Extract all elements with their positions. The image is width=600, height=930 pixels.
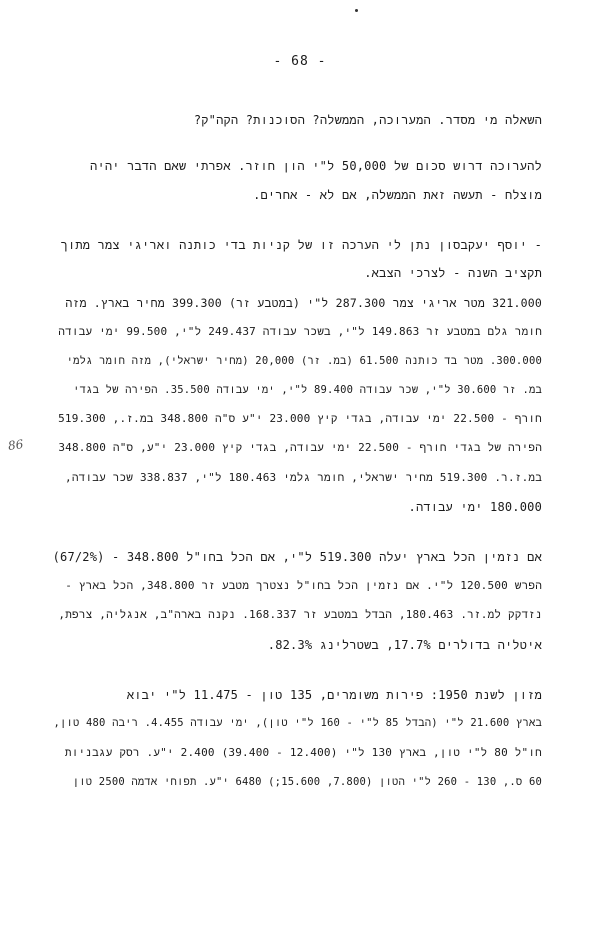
text-line: בארץ 21.600 ל"י (הבדל 85 ל"י - 160 ל"י טון), ימי עבודה 4.455. ריבה 480 טון, <box>53 717 542 729</box>
text-line: נזדקק למ.זר. 180.463, הבדל במטבע זר 168.337. נקנה בארה"ב, אנגליה, צרפת, <box>58 608 542 621</box>
text-line: 180.000 ימי עבודה. <box>408 500 542 514</box>
text-line: במ.ז.ר. 519.300 מחיר ישראלי, חומר גלמי 180.463 ל"י, 338.837 שכר עבודה, <box>65 471 542 484</box>
text-line: אם נזמין הכל בארץ יעלה 519.300 ל"י, אם הכל בחו"ל 348.800 - (67/2%) <box>52 550 542 564</box>
text-line: השאלה מי מסדר. המערוכה, הממשלה? הסוכנות? הקה"ק? <box>193 113 542 127</box>
text-line: - יוסף יעקבסון נתן לי הערכה זו של קניות בדי כותנה ואריגי צמר מתוך <box>60 238 542 252</box>
page-number: - 68 - <box>273 54 327 69</box>
text-line: 300.000. מטר בד כותנה 61.500 (במ. זר) 20,000 (מחיר ישראלי), מזה חומר גלמי <box>66 355 542 367</box>
text-line: במ. זר 30.600 ל"י, שכר עבודה 89.400 ל"י, ימי עבודה 35.500. הפירה של בגדי <box>73 384 542 396</box>
text-line: הפירה של בגדי חורף - 22.500 ימי עבודה, בגדי קיץ 23.000 י"ע, ס"ה 348.800 <box>58 441 542 454</box>
text-line: 60 ס., 130 - 260 ל"י הטון (7.800, 15.600;) 6480 י"ע. תפוחי אדמה 2500 טון <box>72 776 542 788</box>
margin-handwritten-note: 86 <box>7 437 25 453</box>
text-line: להערוכה דרוש סכום של 50,000 ל"י הון חוזר. אפרתי שאם הדבר יהיה <box>90 159 542 173</box>
text-line: איטליה בדולרים 17.7%, בשטרלינג 82.3%. <box>267 638 542 652</box>
text-line: חורף - 22.500 ימי עבודה, בגדי קיץ 23.000 י"ע ס"ה 348.800 במ.ז., 519.300 <box>58 412 542 425</box>
text-line: מוצלח - תעשה זאת הממשלה, אם לא - אחרים. <box>253 188 542 202</box>
ink-dot <box>355 9 358 12</box>
text-line: חומר גלם במטבע זר 149.863 ל"י, בשכר עבודה 249.437 ל"י, 99.500 ימי עבודה <box>58 325 542 338</box>
text-line: הפרש 120.500 ל"י. אם נזמין הכל בחו"ל נצטרך מטבע זר 348.800, הכל בארץ - <box>65 579 542 592</box>
text-line: מזון לשנת 1950: פירות משומרים, 135 טון - 11.475 ל"י יבוא <box>126 688 542 702</box>
text-line: חו"ל 80 ל"י טון, בארץ 130 ל"י (12.400 - 39.400) 2.400 י"ע. רסק עגבניות <box>64 746 542 759</box>
text-line: תקציב השנה - לצרכי הצבא. <box>364 266 542 280</box>
text-line: 321.000 מטר אריגי צמר 287.300 ל"י (במטבע זר) 399.300 מחיר בארץ. מזה <box>65 296 542 310</box>
